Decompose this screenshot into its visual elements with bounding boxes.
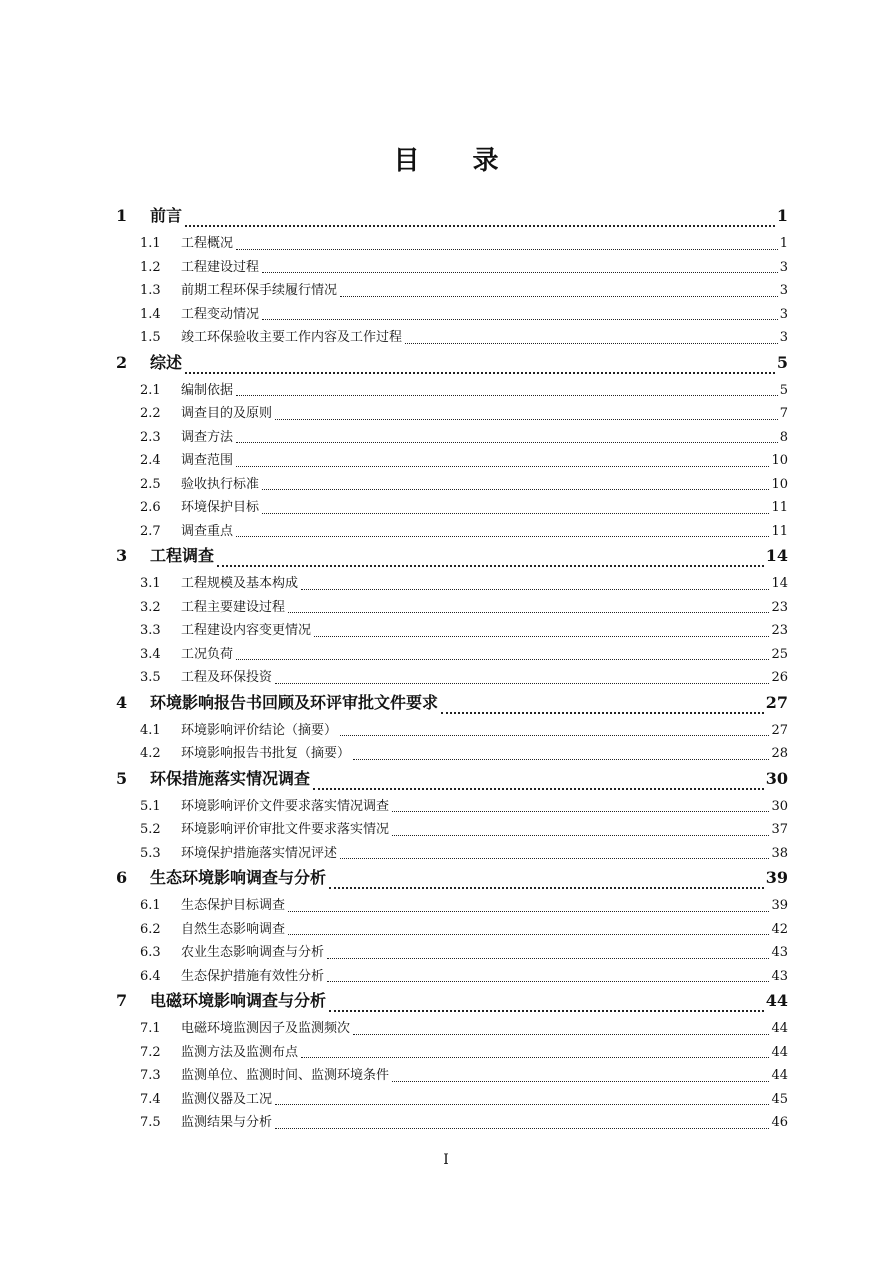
toc-entry-page: 27	[765, 692, 788, 712]
toc-entry-page: 30	[771, 798, 788, 814]
toc-entry-page: 14	[765, 546, 788, 565]
toc-dot-leader	[275, 1104, 769, 1105]
toc-entry-page: 42	[771, 921, 788, 937]
toc-dot-leader	[236, 536, 769, 537]
toc-section-entry[interactable]	[0, 664, 892, 688]
toc-entry-title: 监测方法及监测布点	[181, 1044, 299, 1060]
toc-entry-number: 6.4	[140, 968, 161, 984]
toc-section-entry[interactable]	[0, 518, 892, 542]
toc-entry-title: 调查目的及原则	[181, 406, 273, 421]
toc-entry-title: 环境保护目标	[181, 500, 260, 515]
toc-section-entry[interactable]	[0, 570, 892, 594]
toc-dot-leader	[288, 934, 769, 935]
toc-entry-number: 4	[116, 692, 128, 712]
toc-section-entry[interactable]	[0, 1086, 892, 1110]
toc-entry-number: 2	[116, 352, 128, 372]
toc-entry-page: 28	[771, 746, 788, 761]
toc-entry-page: 5	[779, 382, 788, 398]
toc-entry-page: 3	[779, 306, 788, 322]
toc-entry-number: 1.5	[140, 330, 161, 345]
toc-entry-title: 验收执行标准	[181, 476, 260, 492]
toc-entry-page: 23	[771, 599, 788, 615]
toc-entry-page: 11	[771, 500, 788, 515]
toc-entry-page: 3	[779, 330, 788, 345]
toc-entry-page: 5	[776, 352, 788, 372]
toc-entry-title: 工程变动情况	[181, 306, 260, 322]
toc-entry-title: 调查重点	[181, 523, 234, 539]
toc-entry-title: 环境影响报告书回顾及环评审批文件要求	[150, 692, 439, 712]
toc-entry-page: 44	[771, 1021, 788, 1036]
toc-dot-leader	[314, 636, 769, 637]
toc-entry-number: 1.4	[140, 306, 161, 322]
toc-section-entry[interactable]	[0, 400, 892, 424]
toc-entry-title: 生态环境影响调查与分析	[150, 868, 327, 887]
toc-section-entry[interactable]	[0, 793, 892, 817]
toc-entry-title: 工程主要建设过程	[181, 599, 286, 615]
toc-dot-leader	[392, 835, 769, 836]
toc-entry-page: 30	[765, 768, 788, 788]
toc-entry-page: 38	[771, 845, 788, 861]
toc-entry-title: 农业生态影响调查与分析	[181, 945, 325, 960]
toc-dot-leader	[262, 489, 769, 490]
toc-section-entry[interactable]	[0, 1109, 892, 1133]
toc-dot-leader	[262, 272, 778, 273]
toc-dot-leader	[301, 589, 769, 590]
toc-section-entry[interactable]	[0, 740, 892, 764]
toc-entry-page: 10	[771, 453, 788, 468]
toc-section-entry[interactable]	[0, 617, 892, 641]
toc-dot-leader	[236, 395, 778, 396]
toc-entry-page: 46	[771, 1115, 788, 1130]
toc-entry-number: 5	[116, 768, 128, 788]
toc-entry-title: 工程及环保投资	[181, 670, 273, 685]
toc-chapter-entry[interactable]	[0, 541, 892, 570]
toc-section-entry[interactable]	[0, 494, 892, 518]
toc-entry-number: 1	[116, 206, 128, 225]
toc-entry-number: 2.6	[140, 500, 161, 515]
toc-dot-leader	[327, 981, 769, 982]
toc-section-entry[interactable]	[0, 1062, 892, 1086]
toc-entry-number: 2.3	[140, 429, 161, 445]
toc-entry-title: 编制依据	[181, 382, 234, 398]
toc-dot-leader	[392, 811, 769, 812]
toc-entry-number: 1.1	[140, 236, 161, 251]
toc-dot-leader	[275, 419, 778, 420]
toc-entry-title: 调查方法	[181, 429, 234, 445]
toc-entry-title: 工况负荷	[181, 646, 234, 662]
toc-entry-number: 2.1	[140, 382, 161, 398]
toc-entry-number: 6	[116, 868, 128, 887]
toc-entry-title: 电磁环境监测因子及监测频次	[181, 1021, 351, 1036]
toc-entry-number: 7.2	[140, 1044, 161, 1060]
toc-dot-leader	[262, 319, 778, 320]
page-number: I	[443, 1152, 449, 1168]
toc-entry-page: 44	[771, 1044, 788, 1060]
toc-section-entry[interactable]	[0, 301, 892, 325]
toc-entry-number: 2.2	[140, 406, 161, 421]
toc-entry-number: 3	[116, 546, 128, 565]
toc-entry-page: 23	[771, 623, 788, 638]
toc-entry-title: 环境影响评价审批文件要求落实情况	[181, 822, 390, 837]
toc-entry-title: 竣工环保验收主要工作内容及工作过程	[181, 330, 403, 345]
toc-dot-leader	[236, 249, 778, 250]
toc-dot-leader	[301, 1057, 769, 1058]
toc-entry-number: 1.3	[140, 283, 161, 298]
toc-entry-number: 3.5	[140, 670, 161, 685]
toc-dot-leader	[185, 372, 775, 374]
toc-entry-page: 10	[771, 476, 788, 492]
toc-section-entry[interactable]	[0, 939, 892, 963]
toc-entry-number: 5.3	[140, 845, 161, 861]
toc-entry-page: 26	[771, 670, 788, 685]
toc-entry-title: 监测仪器及工况	[181, 1091, 273, 1107]
toc-entry-page: 39	[765, 868, 788, 887]
toc-entry-title: 监测结果与分析	[181, 1115, 273, 1130]
toc-dot-leader	[392, 1081, 769, 1082]
toc-entry-number: 3.4	[140, 646, 161, 662]
toc-entry-page: 27	[771, 722, 788, 738]
toc-dot-leader	[236, 659, 769, 660]
toc-entry-number: 7.3	[140, 1068, 161, 1083]
toc-entry-page: 3	[779, 259, 788, 275]
toc-entry-page: 7	[779, 406, 788, 421]
toc-section-entry[interactable]	[0, 892, 892, 916]
toc-section-entry[interactable]	[0, 916, 892, 940]
toc-section-entry[interactable]	[0, 447, 892, 471]
table-of-contents	[0, 201, 892, 1133]
page-title: 目 录	[393, 146, 521, 176]
toc-entry-number: 4.2	[140, 746, 161, 761]
toc-chapter-entry[interactable]	[0, 863, 892, 892]
toc-section-entry[interactable]	[0, 717, 892, 741]
toc-dot-leader	[185, 225, 775, 227]
toc-section-entry[interactable]	[0, 377, 892, 401]
toc-dot-leader	[236, 466, 769, 467]
toc-section-entry[interactable]	[0, 277, 892, 301]
toc-chapter-entry[interactable]	[0, 986, 892, 1015]
toc-section-entry[interactable]	[0, 471, 892, 495]
toc-entry-number: 7.4	[140, 1091, 161, 1107]
toc-dot-leader	[329, 1010, 764, 1012]
toc-entry-number: 7.1	[140, 1021, 161, 1036]
toc-entry-title: 生态保护措施有效性分析	[181, 968, 325, 984]
toc-dot-leader	[340, 735, 769, 736]
toc-chapter-entry[interactable]	[0, 764, 892, 793]
toc-entry-title: 环境影响评价文件要求落实情况调查	[181, 798, 390, 814]
toc-dot-leader	[353, 1034, 769, 1035]
toc-entry-page: 39	[771, 898, 788, 913]
toc-entry-number: 5.1	[140, 798, 161, 814]
toc-entry-number: 3.1	[140, 576, 161, 591]
toc-section-entry[interactable]	[0, 840, 892, 864]
toc-dot-leader	[405, 343, 778, 344]
toc-dot-leader	[217, 565, 764, 567]
toc-entry-title: 监测单位、监测时间、监测环境条件	[181, 1068, 390, 1083]
toc-entry-title: 自然生态影响调查	[181, 921, 286, 937]
toc-entry-page: 43	[771, 968, 788, 984]
toc-entry-title: 工程规模及基本构成	[181, 576, 299, 591]
toc-section-entry[interactable]	[0, 963, 892, 987]
toc-entry-title: 生态保护目标调查	[181, 898, 286, 913]
toc-dot-leader	[340, 858, 769, 859]
toc-entry-page: 3	[779, 283, 788, 298]
toc-dot-leader	[329, 887, 764, 889]
toc-section-entry[interactable]	[0, 594, 892, 618]
toc-entry-title: 工程建设内容变更情况	[181, 623, 312, 638]
toc-dot-leader	[313, 788, 764, 790]
toc-entry-number: 2.7	[140, 523, 161, 539]
toc-dot-leader	[327, 958, 769, 959]
toc-entry-number: 3.2	[140, 599, 161, 615]
toc-entry-number: 2.4	[140, 453, 161, 468]
toc-entry-number: 3.3	[140, 623, 161, 638]
toc-dot-leader	[340, 296, 778, 297]
toc-chapter-entry[interactable]	[0, 688, 892, 717]
toc-entry-page: 37	[771, 822, 788, 837]
toc-entry-number: 6.2	[140, 921, 161, 937]
toc-entry-page: 45	[771, 1091, 788, 1107]
toc-entry-page: 1	[779, 236, 788, 251]
toc-entry-title: 前言	[150, 206, 183, 225]
toc-chapter-entry[interactable]	[0, 348, 892, 377]
toc-entry-number: 5.2	[140, 822, 161, 837]
toc-entry-title: 环境保护措施落实情况评述	[181, 845, 338, 861]
toc-dot-leader	[275, 1128, 769, 1129]
toc-entry-page: 8	[779, 429, 788, 445]
toc-entry-number: 7.5	[140, 1115, 161, 1130]
toc-entry-title: 环保措施落实情况调查	[150, 768, 311, 788]
toc-entry-title: 工程调查	[150, 546, 215, 565]
toc-entry-title: 工程概况	[181, 236, 234, 251]
toc-section-entry[interactable]	[0, 230, 892, 254]
toc-entry-title: 环境影响报告书批复（摘要）	[181, 746, 351, 761]
toc-section-entry[interactable]	[0, 641, 892, 665]
toc-entry-number: 1.2	[140, 259, 161, 275]
toc-dot-leader	[236, 442, 778, 443]
toc-entry-page: 44	[771, 1068, 788, 1083]
toc-entry-page: 1	[776, 206, 788, 225]
toc-entry-number: 6.3	[140, 945, 161, 960]
toc-entry-number: 4.1	[140, 722, 161, 738]
toc-entry-title: 环境影响评价结论（摘要）	[181, 722, 338, 738]
toc-dot-leader	[353, 759, 769, 760]
toc-entry-title: 工程建设过程	[181, 259, 260, 275]
toc-entry-page: 44	[765, 991, 788, 1010]
toc-dot-leader	[275, 683, 769, 684]
toc-dot-leader	[288, 911, 769, 912]
toc-entry-page: 25	[771, 646, 788, 662]
toc-chapter-entry[interactable]	[0, 201, 892, 230]
toc-section-entry[interactable]	[0, 254, 892, 278]
toc-entry-number: 2.5	[140, 476, 161, 492]
toc-entry-page: 43	[771, 945, 788, 960]
toc-dot-leader	[262, 513, 769, 514]
toc-entry-title: 电磁环境影响调查与分析	[150, 991, 327, 1010]
toc-entry-page: 11	[771, 523, 788, 539]
toc-entry-page: 14	[771, 576, 788, 591]
toc-section-entry[interactable]	[0, 816, 892, 840]
toc-entry-number: 7	[116, 991, 128, 1010]
toc-section-entry[interactable]	[0, 324, 892, 348]
toc-entry-title: 调查范围	[181, 453, 234, 468]
toc-dot-leader	[441, 712, 764, 714]
toc-entry-title: 前期工程环保手续履行情况	[181, 283, 338, 298]
toc-section-entry[interactable]	[0, 1015, 892, 1039]
toc-entry-number: 6.1	[140, 898, 161, 913]
toc-entry-title: 综述	[150, 352, 183, 372]
toc-section-entry[interactable]	[0, 424, 892, 448]
toc-section-entry[interactable]	[0, 1039, 892, 1063]
toc-dot-leader	[288, 612, 769, 613]
